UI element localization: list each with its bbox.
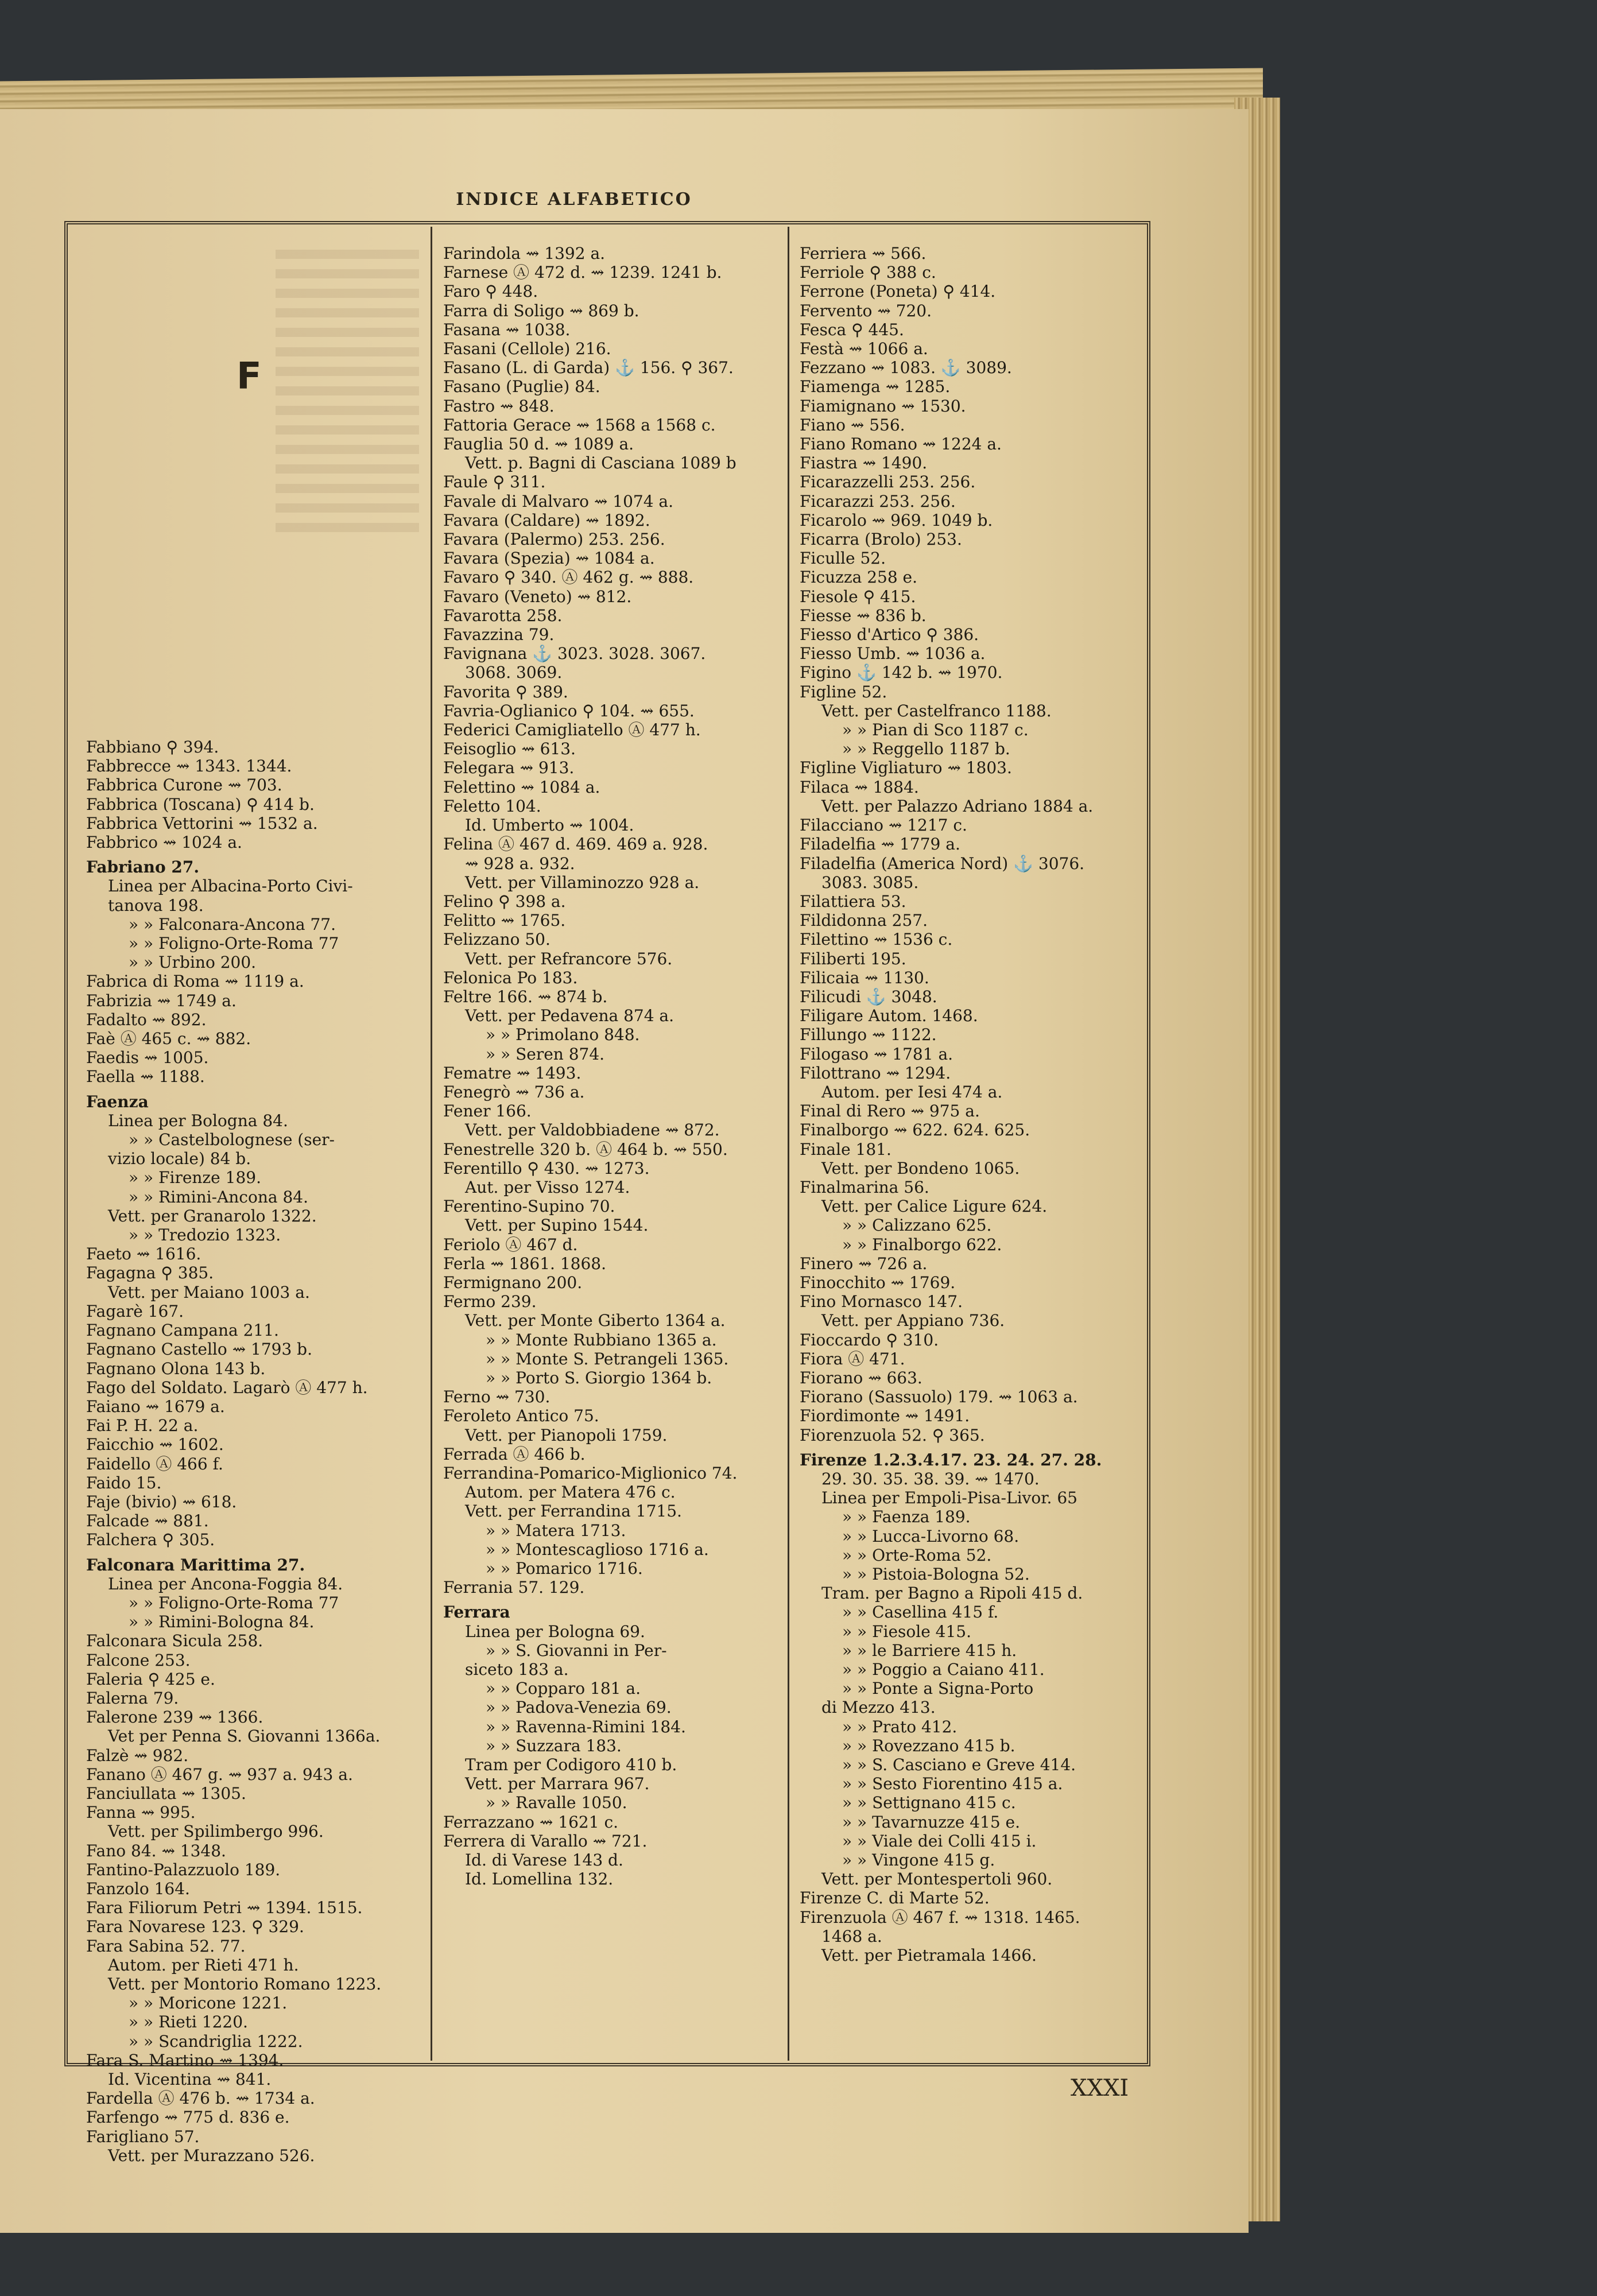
index-entry: Filettino ⇝ 1536 c. bbox=[800, 930, 953, 949]
index-entry: » » Rimini-Ancona 84. bbox=[129, 1187, 309, 1207]
index-entry: Fadalto ⇝ 892. bbox=[86, 1010, 207, 1029]
index-entry: Faedis ⇝ 1005. bbox=[86, 1048, 209, 1068]
index-entry: Linea per Bologna 84. bbox=[108, 1111, 288, 1130]
index-entry: Vett. per Pietramala 1466. bbox=[821, 1946, 1037, 1965]
index-entry: Feltre 166. ⇝ 874 b. bbox=[443, 987, 608, 1006]
index-entry: » » Calizzano 625. bbox=[842, 1216, 992, 1235]
index-entry: » » Pistoia-Bologna 52. bbox=[842, 1565, 1030, 1584]
index-entry: Favara (Spezia) ⇝ 1084 a. bbox=[443, 549, 655, 568]
index-entry: Firenze 1.2.3.4.17. 23. 24. 27. 28. bbox=[800, 1450, 1102, 1469]
index-entry: » » Ravalle 1050. bbox=[486, 1793, 627, 1813]
index-entry: Filottrano ⇝ 1294. bbox=[800, 1063, 951, 1083]
index-entry: » » Prato 412. bbox=[842, 1717, 958, 1736]
index-entry: Farigliano 57. bbox=[86, 2127, 200, 2146]
index-entry: Fildidonna 257. bbox=[800, 911, 928, 930]
index-entry: vizio locale) 84 b. bbox=[108, 1149, 251, 1169]
index-entry: Firenze C. di Marte 52. bbox=[800, 1888, 990, 1908]
index-entry: Fasano (L. di Garda) ⚓ 156. ⚲ 367. bbox=[443, 358, 734, 378]
index-entry: Autom. per Iesi 474 a. bbox=[821, 1082, 1003, 1102]
index-entry: Falconara Sicula 258. bbox=[86, 1631, 263, 1651]
index-entry: Ferrada Ⓐ 466 b. bbox=[443, 1444, 586, 1464]
index-entry: Favara (Palermo) 253. 256. bbox=[443, 530, 665, 549]
index-entry: » » Monte Rubbiano 1365 a. bbox=[486, 1330, 717, 1349]
index-entry: Vett. per Pianopoli 1759. bbox=[465, 1425, 668, 1445]
index-entry: » » Orte-Roma 52. bbox=[842, 1545, 992, 1565]
index-entry: Federici Camigliatello Ⓐ 477 h. bbox=[443, 720, 701, 740]
index-entry: Fardella Ⓐ 476 b. ⇝ 1734 a. bbox=[86, 2089, 315, 2108]
index-entry: Fagnano Campana 211. bbox=[86, 1321, 279, 1340]
index-entry: Fabbrica (Toscana) ⚲ 414 b. bbox=[86, 794, 315, 814]
index-entry: Filicudi ⚓ 3048. bbox=[800, 987, 937, 1006]
index-entry: Farra di Soligo ⇝ 869 b. bbox=[443, 301, 639, 320]
index-entry: Filigare Autom. 1468. bbox=[800, 1006, 978, 1026]
index-entry: » » Copparo 181 a. bbox=[486, 1679, 641, 1698]
index-entry: Fagarè 167. bbox=[86, 1301, 184, 1321]
index-entry: Fabbrico ⇝ 1024 a. bbox=[86, 833, 242, 852]
index-entry: Figino ⚓ 142 b. ⇝ 1970. bbox=[800, 663, 1003, 682]
index-entry: Fematre ⇝ 1493. bbox=[443, 1063, 582, 1083]
index-entry: Fesca ⚲ 445. bbox=[800, 320, 904, 339]
index-entry: Fara Sabina 52. 77. bbox=[86, 1936, 246, 1956]
index-entry: Falerna 79. bbox=[86, 1688, 179, 1708]
index-entry: Vett. per Palazzo Adriano 1884 a. bbox=[821, 796, 1094, 816]
index-entry: Fano 84. ⇝ 1348. bbox=[86, 1841, 226, 1860]
index-entry: Vet per Penna S. Giovanni 1366a. bbox=[108, 1727, 381, 1746]
index-entry: Id. Umberto ⇝ 1004. bbox=[465, 816, 634, 835]
index-entry: » » Rimini-Bologna 84. bbox=[129, 1612, 315, 1632]
index-entry: Ficarazzi 253. 256. bbox=[800, 491, 956, 511]
index-entry: Vett. per Refrancore 576. bbox=[465, 949, 673, 968]
index-entry: » » Urbino 200. bbox=[129, 953, 257, 972]
index-entry: Fanciullata ⇝ 1305. bbox=[86, 1783, 246, 1803]
index-entry: Ficuzza 258 e. bbox=[800, 568, 918, 587]
index-entry: Fabbrecce ⇝ 1343. 1344. bbox=[86, 757, 292, 776]
index-entry: Finero ⇝ 726 a. bbox=[800, 1254, 928, 1273]
index-entry: » » Pomarico 1716. bbox=[486, 1559, 643, 1578]
index-entry: » » Castelbolognese (ser- bbox=[129, 1130, 335, 1150]
index-entry: Faule ⚲ 311. bbox=[443, 472, 546, 492]
index-entry: Figline Vigliaturo ⇝ 1803. bbox=[800, 758, 1012, 778]
index-entry: Fermo 239. bbox=[443, 1292, 537, 1312]
index-entry: 29. 30. 35. 38. 39. ⇝ 1470. bbox=[821, 1469, 1040, 1488]
index-entry: Fillungo ⇝ 1122. bbox=[800, 1025, 937, 1045]
show-through-text bbox=[276, 250, 419, 537]
index-entry: Favria-Oglianico ⚲ 104. ⇝ 655. bbox=[443, 701, 695, 720]
index-entry: Filadelfia (America Nord) ⚓ 3076. bbox=[800, 854, 1085, 873]
index-entry: Figline 52. bbox=[800, 682, 887, 701]
index-entry: » » Scandriglia 1222. bbox=[129, 2031, 303, 2051]
index-entry: » » Vingone 415 g. bbox=[842, 1851, 995, 1870]
index-entry: Vett. per Castelfranco 1188. bbox=[821, 701, 1052, 720]
index-entry: Faje (bivio) ⇝ 618. bbox=[86, 1492, 237, 1511]
index-entry: Fabrica di Roma ⇝ 1119 a. bbox=[86, 972, 304, 991]
index-entry: Aut. per Visso 1274. bbox=[465, 1177, 630, 1197]
index-entry: Vett. per Ferrandina 1715. bbox=[465, 1502, 682, 1521]
index-entry: Ferrara bbox=[443, 1603, 510, 1622]
index-entry: Filiberti 195. bbox=[800, 949, 906, 968]
section-letter: F bbox=[237, 355, 262, 398]
index-entry: Feletto 104. bbox=[443, 796, 541, 816]
index-entry: Felettino ⇝ 1084 a. bbox=[443, 777, 600, 797]
index-entry: » » Tavarnuzze 415 e. bbox=[842, 1812, 1021, 1832]
index-entry: » » Primolano 848. bbox=[486, 1025, 640, 1045]
index-entry: Fastro ⇝ 848. bbox=[443, 396, 555, 416]
index-entry: Filicaia ⇝ 1130. bbox=[800, 968, 929, 987]
index-entry: Favara (Caldare) ⇝ 1892. bbox=[443, 510, 650, 530]
index-entry: » » Seren 874. bbox=[486, 1044, 605, 1064]
index-entry: Fasana ⇝ 1038. bbox=[443, 320, 571, 339]
index-entry: 3068. 3069. bbox=[465, 663, 563, 682]
index-entry: Falchera ⚲ 305. bbox=[86, 1530, 215, 1550]
index-entry: Faleria ⚲ 425 e. bbox=[86, 1669, 215, 1689]
index-entry: Ferrania 57. 129. bbox=[443, 1578, 585, 1597]
index-entry: » » Foligno-Orte-Roma 77 bbox=[129, 934, 339, 953]
index-entry: Finalmarina 56. bbox=[800, 1177, 929, 1197]
index-entry: Fiorenzuola 52. ⚲ 365. bbox=[800, 1425, 985, 1445]
index-entry: Felino ⚲ 398 a. bbox=[443, 891, 566, 911]
index-entry: Fiordimonte ⇝ 1491. bbox=[800, 1406, 970, 1426]
index-entry: Fiesso d'Artico ⚲ 386. bbox=[800, 625, 979, 645]
index-entry: Ferentillo ⚲ 430. ⇝ 1273. bbox=[443, 1158, 650, 1178]
index-entry: Fener 166. bbox=[443, 1102, 532, 1121]
index-entry: Farnese Ⓐ 472 d. ⇝ 1239. 1241 b. bbox=[443, 263, 722, 282]
index-entry: 1468 a. bbox=[821, 1926, 882, 1946]
index-entry: Fervento ⇝ 720. bbox=[800, 301, 932, 320]
index-entry: Felina Ⓐ 467 d. 469. 469 a. 928. bbox=[443, 835, 708, 854]
index-entry: » » Ravenna-Rimini 184. bbox=[486, 1717, 686, 1736]
index-entry: Filaca ⇝ 1884. bbox=[800, 777, 919, 797]
page-header: INDICE ALFABETICO bbox=[456, 189, 692, 210]
index-entry: Fiorano (Sassuolo) 179. ⇝ 1063 a. bbox=[800, 1387, 1078, 1407]
index-entry: Fiastra ⇝ 1490. bbox=[800, 453, 928, 473]
index-entry: Felegara ⇝ 913. bbox=[443, 758, 575, 778]
index-entry: Ficarazzelli 253. 256. bbox=[800, 472, 976, 492]
index-entry: Vett. per Supino 1544. bbox=[465, 1216, 649, 1235]
index-entry: » » Poggio a Caiano 411. bbox=[842, 1660, 1045, 1680]
index-entry: Vett. per Monte Giberto 1364 a. bbox=[465, 1311, 726, 1331]
index-entry: Ferrone (Poneta) ⚲ 414. bbox=[800, 282, 996, 301]
index-entry: » » Padova-Venezia 69. bbox=[486, 1698, 672, 1717]
index-entry: Fara Filiorum Petri ⇝ 1394. 1515. bbox=[86, 1898, 363, 1918]
index-column-1 bbox=[86, 244, 422, 2165]
index-entry: » » Foligno-Orte-Roma 77 bbox=[129, 1593, 339, 1612]
index-entry: Fauglia 50 d. ⇝ 1089 a. bbox=[443, 435, 634, 454]
index-entry: siceto 183 a. bbox=[465, 1660, 569, 1680]
index-entry: Fiesse ⇝ 836 b. bbox=[800, 606, 927, 625]
index-entry: Fasano (Puglie) 84. bbox=[443, 377, 600, 397]
index-entry: Ferriole ⚲ 388 c. bbox=[800, 263, 936, 282]
index-entry: Favale di Malvaro ⇝ 1074 a. bbox=[443, 491, 674, 511]
index-entry: Id. Lomellina 132. bbox=[465, 1870, 614, 1889]
index-entry: » » Viale dei Colli 415 i. bbox=[842, 1831, 1037, 1851]
index-entry: Fezzano ⇝ 1083. ⚓ 3089. bbox=[800, 358, 1012, 378]
index-entry: Ferrandina-Pomarico-Miglionico 74. bbox=[443, 1464, 738, 1483]
index-entry: Vett. per Spilimbergo 996. bbox=[108, 1822, 324, 1841]
index-entry: Fara Novarese 123. ⚲ 329. bbox=[86, 1917, 304, 1937]
index-entry: Firenzuola Ⓐ 467 f. ⇝ 1318. 1465. bbox=[800, 1907, 1080, 1927]
index-entry: Faella ⇝ 1188. bbox=[86, 1067, 205, 1087]
index-entry: Fiamignano ⇝ 1530. bbox=[800, 396, 966, 416]
index-entry: Faè Ⓐ 465 c. ⇝ 882. bbox=[86, 1029, 251, 1049]
index-entry: Festà ⇝ 1066 a. bbox=[800, 339, 928, 359]
index-entry: Ficulle 52. bbox=[800, 549, 886, 568]
index-entry: Fiano ⇝ 556. bbox=[800, 415, 905, 435]
index-entry: » » Fiesole 415. bbox=[842, 1622, 972, 1641]
index-entry: Falcade ⇝ 881. bbox=[86, 1511, 209, 1531]
index-entry: » » Casellina 415 f. bbox=[842, 1603, 999, 1622]
index-entry: Id. di Varese 143 d. bbox=[465, 1851, 623, 1870]
index-entry: » » Pian di Sco 1187 c. bbox=[842, 720, 1029, 740]
index-entry: Filattiera 53. bbox=[800, 891, 906, 911]
index-entry: Ferrazzano ⇝ 1621 c. bbox=[443, 1812, 619, 1832]
index-entry: Favazzina 79. bbox=[443, 625, 555, 645]
index-entry: Ferrera di Varallo ⇝ 721. bbox=[443, 1831, 648, 1851]
index-entry: Faenza bbox=[86, 1092, 149, 1111]
index-entry: Tram per Codigoro 410 b. bbox=[465, 1755, 677, 1775]
index-entry: » » Reggello 1187 b. bbox=[842, 739, 1010, 759]
index-entry: Linea per Bologna 69. bbox=[465, 1622, 645, 1641]
index-entry: Fanna ⇝ 995. bbox=[86, 1803, 196, 1822]
page-number: XXXI bbox=[1071, 2075, 1129, 2101]
index-entry: Fiesso Umb. ⇝ 1036 a. bbox=[800, 644, 986, 664]
index-entry: Filacciano ⇝ 1217 c. bbox=[800, 816, 967, 835]
index-entry: Vett. per Bondeno 1065. bbox=[821, 1158, 1020, 1178]
index-entry: Faicchio ⇝ 1602. bbox=[86, 1435, 224, 1455]
index-entry: Ferriera ⇝ 566. bbox=[800, 244, 927, 263]
index-entry: Fiorano ⇝ 663. bbox=[800, 1368, 922, 1387]
section-letter-block bbox=[86, 244, 422, 738]
index-entry: Ficarolo ⇝ 969. 1049 b. bbox=[800, 510, 993, 530]
index-entry: Finalborgo ⇝ 622. 624. 625. bbox=[800, 1120, 1030, 1140]
index-entry: » » Monte S. Petrangeli 1365. bbox=[486, 1349, 729, 1368]
index-entry: Fabriano 27. bbox=[86, 858, 200, 877]
index-entry: Fasani (Cellole) 216. bbox=[443, 339, 611, 359]
index-entry: Vett. per Appiano 736. bbox=[821, 1311, 1005, 1331]
column-divider bbox=[431, 227, 432, 2061]
index-entry: Farindola ⇝ 1392 a. bbox=[443, 244, 606, 263]
index-entry: Vett. per Valdobbiadene ⇝ 872. bbox=[465, 1120, 720, 1140]
index-entry: Favaro ⚲ 340. Ⓐ 462 g. ⇝ 888. bbox=[443, 568, 694, 587]
index-entry: Fantino-Palazzuolo 189. bbox=[86, 1860, 281, 1879]
index-entry: di Mezzo 413. bbox=[821, 1698, 936, 1717]
index-entry: » » Faenza 189. bbox=[842, 1507, 971, 1527]
index-entry: Linea per Ancona-Foggia 84. bbox=[108, 1574, 343, 1593]
index-entry: Farfengo ⇝ 775 d. 836 e. bbox=[86, 2108, 290, 2127]
index-entry: » » S. Casciano e Greve 414. bbox=[842, 1755, 1076, 1775]
index-entry: Falzè ⇝ 982. bbox=[86, 1746, 189, 1765]
index-entry: Finale 181. bbox=[800, 1139, 891, 1159]
index-entry: Faro ⚲ 448. bbox=[443, 282, 538, 301]
index-entry: Falcone 253. bbox=[86, 1650, 191, 1670]
index-entry: Falconara Marittima 27. bbox=[86, 1555, 305, 1574]
index-entry: Falerone 239 ⇝ 1366. bbox=[86, 1708, 263, 1727]
index-entry: Filadelfia ⇝ 1779 a. bbox=[800, 835, 960, 854]
index-entry: Fermignano 200. bbox=[443, 1273, 583, 1292]
index-entry: Faiano ⇝ 1679 a. bbox=[86, 1397, 225, 1416]
index-entry: Fabbrica Vettorini ⇝ 1532 a. bbox=[86, 813, 318, 833]
index-entry: » » Matera 1713. bbox=[486, 1521, 626, 1540]
index-entry: Favignana ⚓ 3023. 3028. 3067. bbox=[443, 644, 706, 664]
index-entry: » » Ponte a Signa-Porto bbox=[842, 1679, 1034, 1698]
index-entry: Fenestrelle 320 b. Ⓐ 464 b. ⇝ 550. bbox=[443, 1139, 728, 1159]
index-entry: Linea per Albacina-Porto Civi- bbox=[108, 876, 353, 896]
index-entry: Ferentino-Supino 70. bbox=[443, 1197, 615, 1216]
index-entry: Linea per Empoli-Pisa-Livor. 65 bbox=[821, 1488, 1077, 1508]
index-entry: Fai P. H. 22 a. bbox=[86, 1416, 199, 1436]
index-entry: Fabrizia ⇝ 1749 a. bbox=[86, 991, 237, 1010]
index-entry: » » Moricone 1221. bbox=[129, 1994, 288, 2013]
index-entry: Feroleto Antico 75. bbox=[443, 1406, 599, 1426]
index-entry: Fara S. Martino ⇝ 1394. bbox=[86, 2050, 284, 2070]
index-entry: Fiano Romano ⇝ 1224 a. bbox=[800, 435, 1002, 454]
index-entry: » » le Barriere 415 h. bbox=[842, 1640, 1017, 1660]
index-entry: » » Porto S. Giorgio 1364 b. bbox=[486, 1368, 712, 1387]
index-entry: Favorita ⚲ 389. bbox=[443, 682, 568, 701]
column-divider bbox=[788, 227, 789, 2061]
index-entry: Fanano Ⓐ 467 g. ⇝ 937 a. 943 a. bbox=[86, 1764, 353, 1784]
index-entry: Fago del Soldato. Lagarò Ⓐ 477 h. bbox=[86, 1378, 368, 1397]
index-entry: » » Montescaglioso 1716 a. bbox=[486, 1539, 709, 1559]
index-entry: Faidello Ⓐ 466 f. bbox=[86, 1454, 223, 1473]
index-entry: » » Settignano 415 c. bbox=[842, 1793, 1016, 1813]
index-entry: Vett. per Montorio Romano 1223. bbox=[108, 1975, 382, 1994]
index-entry: ⇝ 928 a. 932. bbox=[465, 854, 575, 873]
index-entry: Felitto ⇝ 1765. bbox=[443, 911, 566, 930]
index-entry: Fiamenga ⇝ 1285. bbox=[800, 377, 951, 397]
index-entry: Fabbrica Curone ⇝ 703. bbox=[86, 775, 282, 795]
index-entry: Vett. per Montespertoli 960. bbox=[821, 1870, 1053, 1889]
index-entry: » » Rovezzano 415 b. bbox=[842, 1736, 1015, 1755]
index-entry: » » Rieti 1220. bbox=[129, 2012, 248, 2032]
index-entry: Faeto ⇝ 1616. bbox=[86, 1244, 201, 1264]
index-entry: » » Lucca-Livorno 68. bbox=[842, 1526, 1020, 1546]
index-column-2 bbox=[443, 244, 779, 2058]
index-entry: Vett. per Villaminozzo 928 a. bbox=[465, 872, 700, 892]
index-entry: Autom. per Matera 476 c. bbox=[465, 1483, 676, 1502]
index-entry: Feisoglio ⇝ 613. bbox=[443, 739, 576, 759]
index-entry: 3083. 3085. bbox=[821, 872, 919, 892]
index-entry: Fagnano Olona 143 b. bbox=[86, 1359, 266, 1378]
index-entry: Feriolo Ⓐ 467 d. bbox=[443, 1235, 578, 1254]
index-entry: Fagagna ⚲ 385. bbox=[86, 1263, 214, 1283]
index-entry: Vett. per Granarolo 1322. bbox=[108, 1206, 317, 1225]
index-entry: » » Suzzara 183. bbox=[486, 1736, 622, 1755]
index-column-3 bbox=[800, 244, 1144, 2058]
index-entry: Fabbiano ⚲ 394. bbox=[86, 738, 219, 757]
index-entry: Id. Vicentina ⇝ 841. bbox=[108, 2070, 272, 2089]
index-entry: » » S. Giovanni in Per- bbox=[486, 1640, 667, 1660]
index-entry: Vett. per Murazzano 526. bbox=[108, 2146, 315, 2165]
index-entry: Fanzolo 164. bbox=[86, 1879, 190, 1898]
index-entry: Ferno ⇝ 730. bbox=[443, 1387, 551, 1407]
index-entry: Ficarra (Brolo) 253. bbox=[800, 530, 962, 549]
index-entry: Fino Mornasco 147. bbox=[800, 1292, 963, 1312]
index-entry: Favaro (Veneto) ⇝ 812. bbox=[443, 587, 632, 606]
index-entry: Autom. per Rieti 471 h. bbox=[108, 1955, 299, 1975]
index-entry: Vett. per Pedavena 874 a. bbox=[465, 1006, 675, 1026]
index-entry: » » Sesto Fiorentino 415 a. bbox=[842, 1774, 1063, 1794]
index-entry: » » Falconara-Ancona 77. bbox=[129, 914, 336, 934]
index-entry: » » Finalborgo 622. bbox=[842, 1235, 1002, 1254]
index-entry: Fiesole ⚲ 415. bbox=[800, 587, 916, 606]
index-entry: Felonica Po 183. bbox=[443, 968, 578, 987]
index-entry: Vett. p. Bagni di Casciana 1089 b bbox=[465, 453, 737, 473]
index-entry: Vett. per Calice Ligure 624. bbox=[821, 1197, 1048, 1216]
index-entry: Final di Rero ⇝ 975 a. bbox=[800, 1102, 980, 1121]
index-entry: Fattoria Gerace ⇝ 1568 a 1568 c. bbox=[443, 415, 716, 435]
index-entry: Faido 15. bbox=[86, 1473, 162, 1492]
index-entry: Favarotta 258. bbox=[443, 606, 563, 625]
index-entry: Fenegrò ⇝ 736 a. bbox=[443, 1082, 585, 1102]
index-entry: Finocchito ⇝ 1769. bbox=[800, 1273, 956, 1292]
index-entry: Ferla ⇝ 1861. 1868. bbox=[443, 1254, 606, 1273]
index-entry: Tram. per Bagno a Ripoli 415 d. bbox=[821, 1584, 1083, 1603]
index-entry: » » Firenze 189. bbox=[129, 1168, 261, 1188]
index-entry: Fagnano Castello ⇝ 1793 b. bbox=[86, 1340, 312, 1359]
index-entry: Fiora Ⓐ 471. bbox=[800, 1349, 905, 1368]
index-entry: Filogaso ⇝ 1781 a. bbox=[800, 1044, 953, 1064]
index-entry: tanova 198. bbox=[108, 895, 204, 915]
index-entry: » » Tredozio 1323. bbox=[129, 1225, 281, 1245]
index-entry: Vett. per Marrara 967. bbox=[465, 1774, 650, 1794]
index-entry: Vett. per Maiano 1003 a. bbox=[108, 1282, 310, 1302]
index-entry: Felizzano 50. bbox=[443, 930, 551, 949]
index-entry: Fioccardo ⚲ 310. bbox=[800, 1330, 939, 1349]
